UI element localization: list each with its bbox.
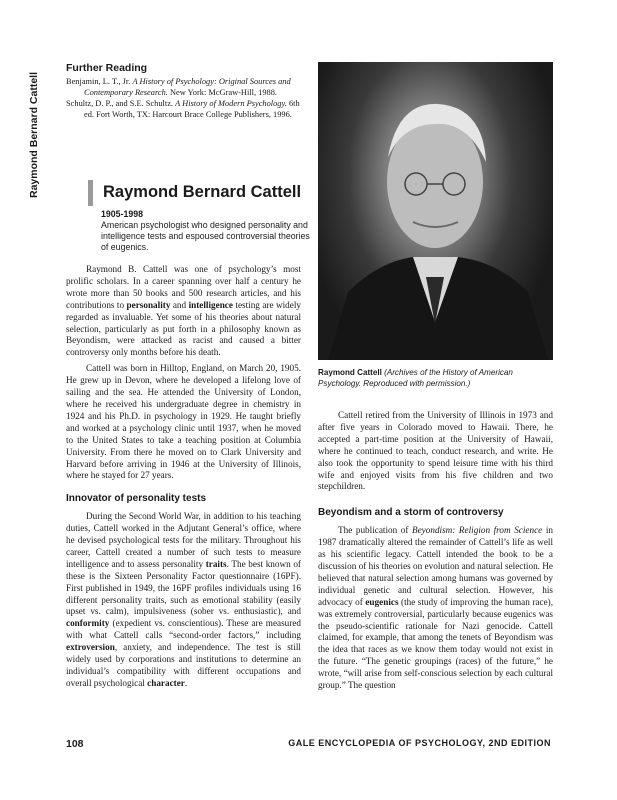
left-column — [66, 264, 301, 694]
reference-item: Schultz, D. P., and S.E. Schultz. A History of Modern Psychology. 6th ed. Fort Worth, TX: Harcourt Brace College Publishers, 1996. — [66, 99, 300, 119]
right-column — [318, 410, 553, 696]
life-dates: 1905-1998 — [101, 209, 144, 219]
reference-item: Benjamin, L. T., Jr. A History of Psychology: Original Sources and Contemporary Research. New York: McGraw-Hill, 1988. — [66, 77, 291, 97]
paragraph: Raymond B. Cattell was one of psychology’s most prolific scholars. In a career spanning over half a century he wrote more than 50 books and 500 research articles, and his contributions to personality and intelligence testing are widely regarded as invaluable. Yet some of his theories about natural selection, particularly as put forth in a philosophy known as Beyondism, were attacked as racist and caused a bitter controversy only months before his death. — [66, 264, 301, 358]
article-byline — [101, 209, 316, 253]
article-description: American psychologist who designed personality and intelligence tests and espoused controversial theories of eugenics. — [101, 220, 310, 252]
section-heading: Innovator of personality tests — [66, 493, 207, 505]
publication-title: GALE ENCYCLOPEDIA OF PSYCHOLOGY, 2ND EDITION — [288, 738, 551, 748]
running-head — [24, 70, 44, 200]
page-number: 108 — [66, 738, 84, 750]
article-title: Raymond Bernard Cattell — [88, 180, 323, 206]
portrait-illustration — [318, 62, 553, 360]
paragraph: Cattell retired from the University of Illinois in 1973 and after five years in Colorado moved to Hawaii. There, he accepted a part-time position at the University of Hawaii, where he continued to teach, conduct research, and write. He also took the opportunity to spend leisure time with his third wife and enjoyed visits from his five children and two stepchildren. — [318, 410, 553, 492]
section-heading: Beyondism and a storm of controversy — [318, 507, 504, 519]
running-head-text: Raymond Bernard Cattell — [28, 71, 40, 199]
further-reading — [66, 62, 308, 120]
paragraph: The publication of Beyondism: Religion from Science in 1987 dramatically altered the remainder of Cattell’s life as well as his scientific legacy. Cattell intended the book to be a discussion of his theories on evolution and natural selection. He believed that natural selection among humans was governed by individual genetic and cultural selection. However, his advocacy of eugenics (the study of improving the human race), was extremely controversial, particularly because eugenics was the pseudo-scientific rationale for Nazi genocide. Cattell claimed, for example, that among the tenets of Beyondism was the idea that races as we know them today would not exist in the future. “The genetic groupings (races) of the future,” he wrote, “will arise from self-conscious selection by each cultural group.” The question — [318, 525, 553, 691]
paragraph: During the Second World War, in addition to his teaching duties, Cattell worked in the Adjutant General’s office, where he devised psychological tests for the military. Throughout his career, Cattell created a number of such tests to measure intelligence and to assess personality traits. The best known of these is the Sixteen Personality Factor questionnaire (16PF). First published in 1949, the 16PF profiles individuals using 16 different personality traits, such as emotional stability (easily upset vs. calm), impulsiveness (sober vs. enthusiastic), and conformity (expedient vs. conscientious). These are measured with what Cattell calls “second-order factors,” including extroversion, anxiety, and independence. The test is still widely used by corporations and institutions to determine an individual’s compatibility with different occupations and overall psychological character. — [66, 511, 301, 688]
paragraph: Cattell was born in Hilltop, England, on March 20, 1905. He grew up in Devon, where he developed a lifelong love of sailing and the sea. He attended the University of London, where he received his undergraduate degree in chemistry in 1924 and his Ph.D. in psychology in 1929. He taught briefly and worked at a psychology clinic until 1937, when he moved to the United States to take a teaching position at Columbia University. From there he moved on to Clark University and Harvard before arriving in 1946 at the University of Illinois, where he stayed for 27 years. — [66, 363, 301, 481]
further-reading-heading: Further Reading — [66, 62, 148, 74]
photo-caption: Raymond Cattell (Archives of the History of American Psychology. Reproduced with permission.) — [318, 368, 513, 388]
portrait-photo — [318, 62, 553, 360]
